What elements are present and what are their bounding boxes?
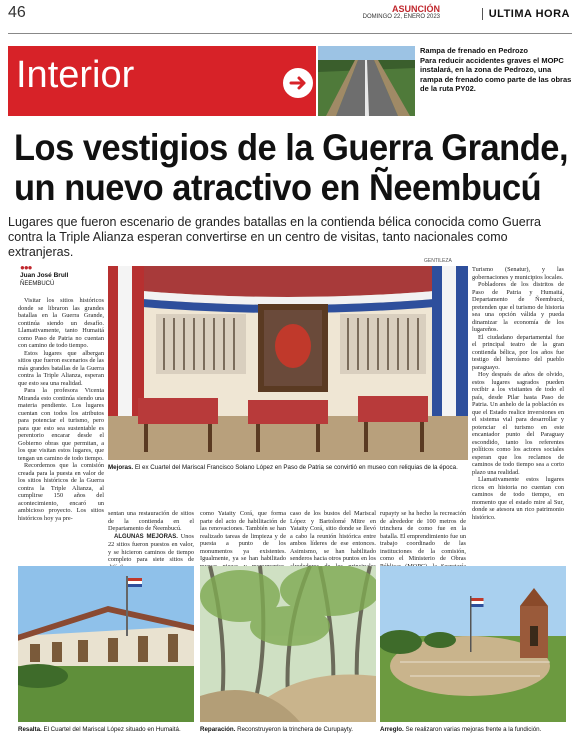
- body-column-2: [108, 510, 194, 571]
- body-column-right: [472, 266, 564, 551]
- page-number: 46: [8, 4, 26, 21]
- paragraph: Para la profesora Vicenta Miranda esto continúa siendo una materia pendiente. Los lugares cuentan con todos los atributos para potenciar el turismo, pero para que esto sea sustentable es perentorio encarar desde el Gobierno obras que permitan, a los que visitan estos lugares, que tengan un camino de todo tiempo.: [18, 387, 104, 462]
- newspaper-brand: [363, 4, 440, 20]
- photo-curupayty-trinchera: [200, 566, 376, 722]
- caption-text: Reconstruyeron la trinchera de Curupayty.: [235, 726, 353, 733]
- caption-lead: Reparación.: [200, 726, 236, 733]
- caption-lead: Mejoras.: [108, 464, 134, 471]
- photo-caption-3: [380, 726, 570, 733]
- caption-lead: Arreglo.: [380, 726, 404, 733]
- teaser-photo: [318, 46, 415, 116]
- caption-text: El ex Cuartel del Mariscal Francisco Solano López en Paso de Patria se convirtió en museo con reliquias de la época.: [133, 464, 458, 471]
- header-rule: [8, 33, 572, 34]
- caption-text: El Cuartel del Mariscal López situado en Humaitá.: [41, 726, 181, 733]
- paragraph-text: Unos 22 sitios fueron puestos en valor, y se hicieron caminos de tiempo completo para siete sitios de: [108, 532, 195, 563]
- paragraph: Llamativamente estos lugares ricos en historia no cuentan con caminos de todo tiempo, en momento que el estado mire al Sur, donde se atesora un rico patrimonio histórico.: [472, 476, 564, 521]
- headline-line-1: Los vestigios de la Guerra Grande,: [14, 127, 569, 168]
- body-column-1: [18, 297, 104, 557]
- photo-humaita-cuartel: [18, 566, 194, 722]
- paragraph: como Yataity Corá, que forma parte del acto de habilitación de las renovaciones. También se han realizado tareas de limpieza y de puesta a punto de los monumentos ya existentes. Igualmente, ya se han habilitado: [200, 510, 286, 562]
- photo-fundicion: [380, 566, 566, 722]
- paragraph: El ciudadano departamental fue el principal teatro de la gran contienda bélica, por los años fue testigo del heroísmo del pueblo paraguayo.: [472, 333, 564, 371]
- caption-lead: Resalta.: [18, 726, 42, 733]
- right-arrow-circle-icon: [283, 68, 313, 98]
- paragraph: sentan una restauración de sitios de la contienda en el Departamento de Ñeembucú.: [108, 510, 194, 532]
- caption-text: Se realizaron varias mejoras frente a la fundición.: [403, 726, 542, 733]
- headline-line-2: un nuevo atractivo en Ñeembucú: [14, 167, 542, 208]
- section-title: Interior: [16, 54, 135, 96]
- photo-credit: GENTILEZA: [424, 258, 452, 264]
- subheading: ALGUNAS MEJORAS.: [114, 533, 178, 540]
- paragraph: Recordemos que la comisión creada para la puesta en valor de los sitios históricos de la Guerra contra la Triple Alianza, al cumplirse 150 años del acontecimiento, encaró un ambicioso proyecto. Los sitios históricos hoy ya pre-: [18, 462, 104, 522]
- section-tag: ULTIMA HORA: [482, 8, 570, 20]
- teaser-body: Para reducir accidentes graves el MOPC instalará, en la zona de Pedrozo, una rampa de frenado como parte de las obras de la ruta PY02.: [420, 55, 572, 93]
- teaser-text: [420, 46, 575, 94]
- photo-caption-1: [18, 726, 194, 733]
- main-photo: [108, 266, 468, 460]
- headline: [14, 127, 569, 208]
- photo-caption-2: [200, 726, 376, 733]
- byline-author: Juan José Brull: [20, 272, 69, 279]
- paragraph: Hoy después de años de olvido, estos lugares sagrados pueden recibir a los visitantes de todo el país, desde Pilar hasta Paso de Patria. Un anhelo de la población es que el Estado realice inversiones en el sistema vial para desarrollar y potenciar el turismo en este encantador punto del Paraguay escondido, tanto los referentes políticos como los actores sociales esperan que los reclamos de caminos de todo tiempo sea a corto plazo una realidad.: [472, 371, 564, 476]
- brand-date: DOMINGO 22, ENERO 2023: [362, 14, 440, 20]
- paragraph: Estos lugares que albergan sitios que fueron escenarios de las más grandes batallas de la Guerra contra la Triple Alianza, esperan que esto sea una realidad.: [18, 349, 104, 387]
- brand-city: ASUNCIÓN: [391, 4, 440, 14]
- paragraph: caso de los bustos del Mariscal López y Bartolomé Mitre en Yataity Corá, sitio donde se llevó a cabo la reunión histórica entre ambos líderes de ese entonces. Asimismo, se han habilitado senderos hacia otros puntos en los: [290, 510, 376, 562]
- teaser-title: Rampa de frenado en Pedrozo: [420, 46, 528, 55]
- byline-location: ÑEEMBUCÚ: [20, 281, 55, 287]
- paragraph: Turismo (Senatur), y las gobernaciones y municipios locales.: [472, 266, 564, 281]
- paragraph: rupayty se ha hecho la recreación de alrededor de 100 metros de trinchera de como fue en la batalla. El emprendimiento fue un trabajo coordinado de las instituciones de la comisión, como el Ministerio de Obras: [380, 510, 466, 562]
- main-photo-caption: [108, 464, 468, 471]
- deck: Lugares que fueron escenario de grandes batallas en la contienda bélica conocida como Guerra contra la Triple Alianza esperan convertirse en un centro de visitas, tanto nacionales como extranjeras.: [8, 215, 541, 259]
- paragraph: Pobladores de los distritos de Paso de Patria y Humaitá, Departamento de Ñeembucú, pretenden que el turismo de historia sea una opción válida y pueda dinamizar la economía de los lugareños.: [472, 281, 564, 333]
- paragraph: Visitar los sitios históricos donde se libraron las grandes batallas en la Guerra Grande, continúa siendo un desafío. Llamativamente, tanto Humaitá como Paso de Patria no cuentan con camino de todo tiempo.: [18, 297, 104, 349]
- byline-dots: ●●●: [20, 263, 32, 272]
